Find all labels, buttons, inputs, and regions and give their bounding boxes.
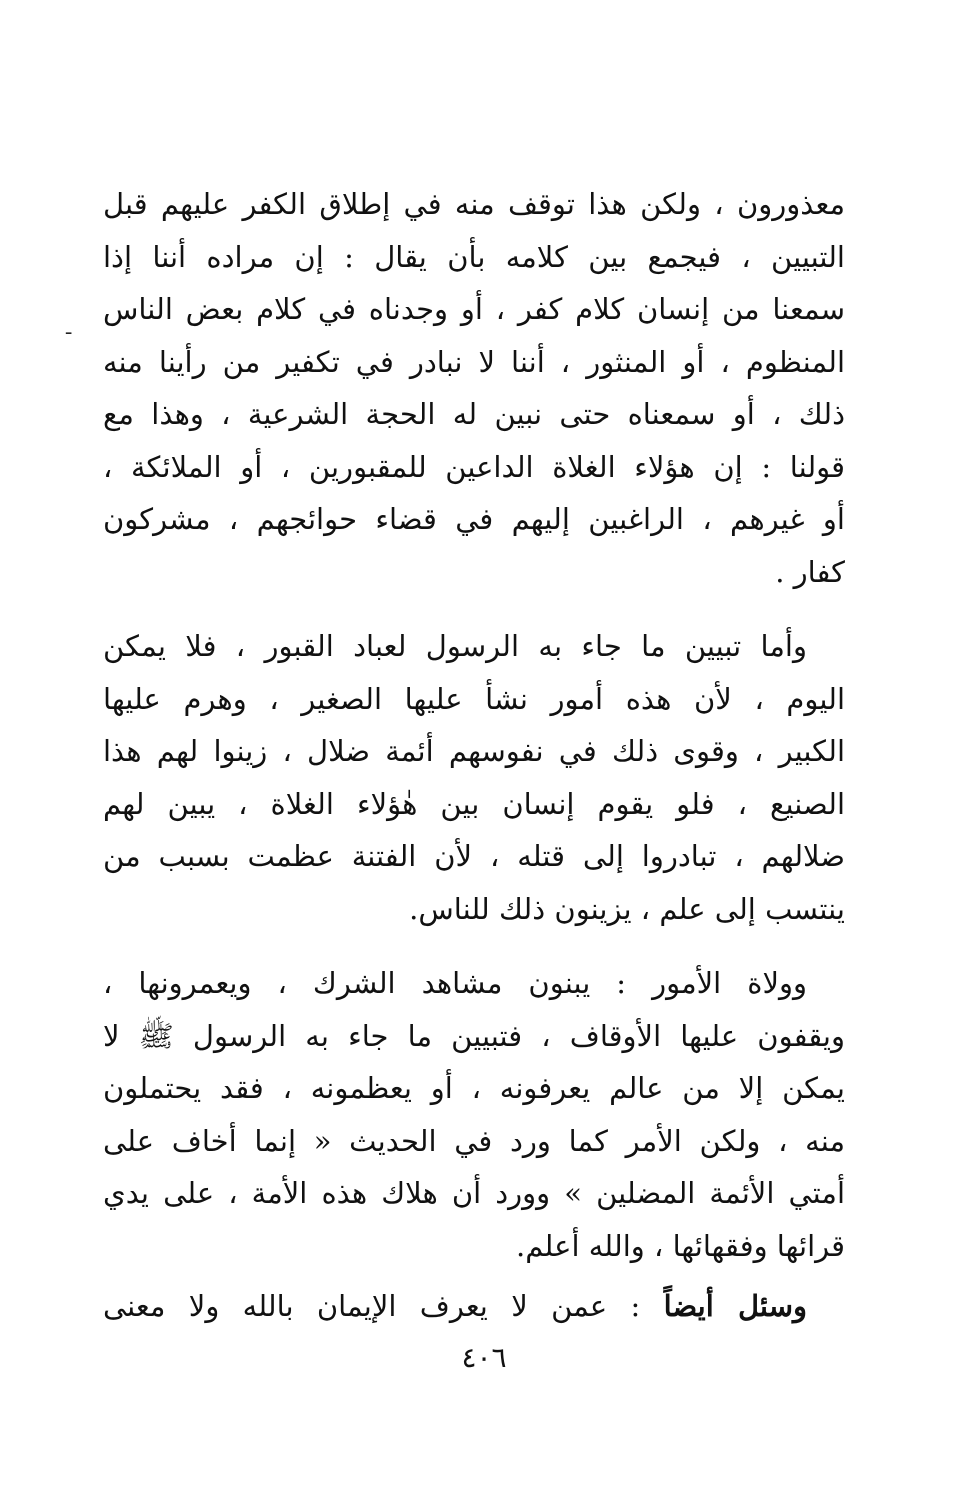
bold-lead: وسئل أيضاً (663, 1289, 807, 1323)
text-line-rest: : عمن لا يعرف الإيمان بالله ولا معنى (103, 1289, 664, 1323)
text-line: الصنيع ، فلو يقوم إنسان بين هٰؤلاء الغلاة ، يبين لهم (103, 786, 845, 821)
margin-mark: ـ (66, 318, 72, 339)
body-text (103, 178, 845, 1333)
text-line: ضلالهم ، تبادروا إلى قتله ، لأن الفتنة عظمت بسبب من (103, 839, 845, 873)
text-line: التبيين ، فيجمع بين كلامه بأن يقال : إن مراده أننا إذا (103, 239, 845, 274)
text-line: معذورون ، ولكن هذا توقف منه في إطلاق الكفر عليهم قبل (103, 187, 845, 221)
text-line: يمكن إلا من عالم يعرفونه ، أو يعظمونه ، فقد يحتملون (103, 1071, 845, 1105)
text-line: سمعنا من إنسان كلام كفر ، أو وجدناه في كلام بعض الناس (103, 292, 845, 326)
text-line: كفار . (775, 554, 845, 589)
text-line: منه ، ولكن الأمر كما ورد في الحديث « إنما أخاف على (103, 1123, 845, 1158)
text-line: وأما تبيين ما جاء به الرسول لعباد القبور ، فلا يمكن (103, 629, 807, 663)
text-line: أمتي الأئمة المضلين » وورد أن هلاك هذه الأمة ، على يدي (103, 1176, 845, 1210)
text-line: ويقفون عليها الأوقاف ، فتبيين ما جاء به الرسول ﷺ لا (103, 1018, 845, 1053)
paragraph-3 (103, 957, 845, 1272)
paragraph-1 (103, 178, 845, 598)
text-line: المنظوم ، أو المنثور ، أننا لا نبادر في تكفير من رأينا منه (103, 344, 845, 379)
text-line (103, 1280, 845, 1333)
text-line: ينتسب إلى علم ، يزينون ذلك للناس. (409, 891, 845, 926)
text-line: قرائها وفقهائها ، والله أعلم. (516, 1228, 845, 1263)
text-line: اليوم ، لأن هذه أمور نشأ عليها الصغير ، وهرم عليها (103, 681, 845, 716)
text-line: أو غيرهم ، الراغبين إليهم في قضاء حوائجهم ، مشركون (103, 502, 845, 536)
paragraph-2 (103, 620, 845, 935)
page-number: ٤٠٦ (461, 1341, 507, 1374)
text-line: ذلك ، أو سمعناه حتى نبين له الحجة الشرعية ، وهذا مع (103, 397, 845, 431)
paragraph-4 (103, 1280, 845, 1333)
text-line: قولنا : إن هؤلاء الغلاة الداعين للمقبورين ، أو الملائكة ، (103, 449, 845, 484)
text-line: الكبير ، وقوى ذلك في نفوسهم أئمة ضلال ، زينوا لهم هذا (103, 734, 845, 768)
text-line: وولاة الأمور : يبنون مشاهد الشرك ، ويعمرونها ، (103, 966, 807, 1000)
